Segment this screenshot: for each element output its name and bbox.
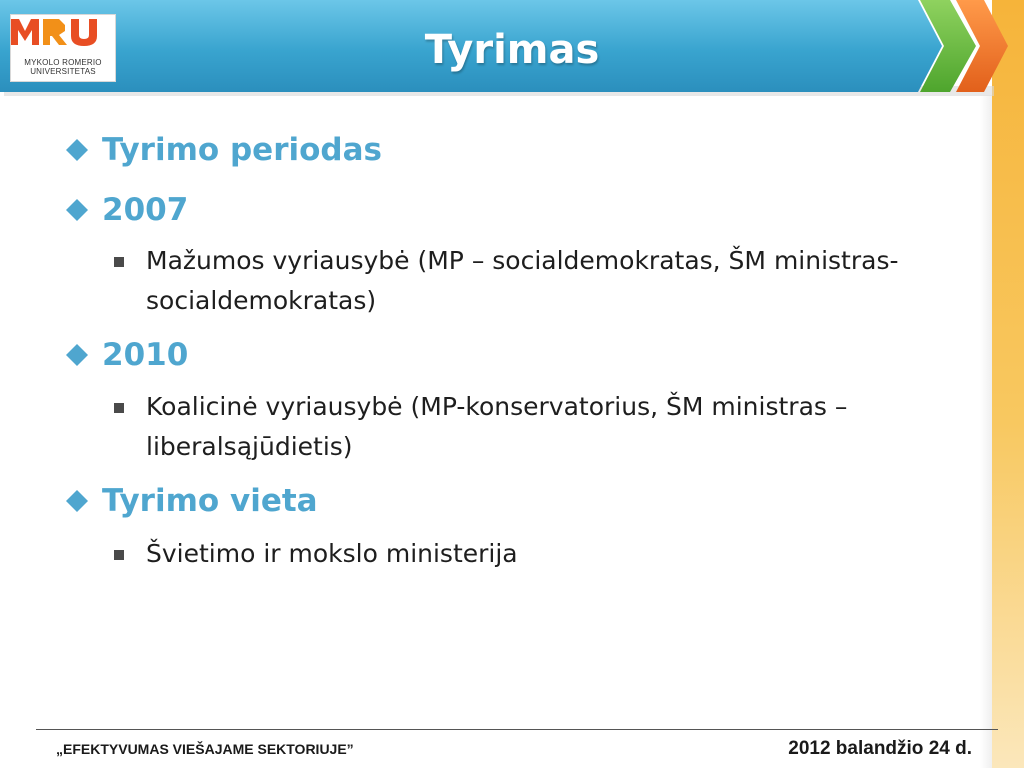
square-bullet-icon — [114, 403, 124, 413]
bullet-label: Tyrimo periodas — [102, 132, 382, 168]
footer-date: 2012 balandžio 24 d. — [788, 738, 972, 759]
bullet-tyrimo-vieta — [66, 481, 318, 521]
diamond-bullet-icon — [66, 199, 88, 221]
diamond-bullet-icon — [66, 490, 88, 512]
diamond-bullet-icon — [66, 344, 88, 366]
square-bullet-icon — [114, 257, 124, 267]
logo-line-2: UNIVERSITETAS — [30, 67, 96, 76]
diamond-bullet-icon — [66, 139, 88, 161]
bullet-tyrimo-periodas — [66, 130, 382, 170]
footer-divider — [36, 729, 998, 730]
sub-bullet-2010: Koalicinė vyriausybė (MP-konservatorius, ŠM ministras – liberalsąjūdietis) — [146, 392, 848, 461]
bullet-label: Tyrimo vieta — [102, 483, 318, 519]
bullet-2010 — [66, 335, 188, 375]
slide-title: Tyrimas — [424, 27, 600, 73]
logo-line-1: MYKOLO ROMERIO — [24, 58, 102, 67]
sub-bullet-tyrimo-vieta: Švietimo ir mokslo ministerija — [146, 539, 518, 568]
bullet-label: 2010 — [102, 337, 189, 373]
square-bullet-icon — [114, 550, 124, 560]
bullet-2007 — [66, 190, 188, 230]
bullet-label: 2007 — [102, 192, 189, 228]
sub-bullet-2007: Mažumos vyriausybė (MP – socialdemokratas, ŠM ministras- socialdemokratas) — [146, 246, 899, 315]
footer-conference-title: „EFEKTYVUMAS VIEŠAJAME SEKTORIUJE” — [56, 741, 354, 757]
